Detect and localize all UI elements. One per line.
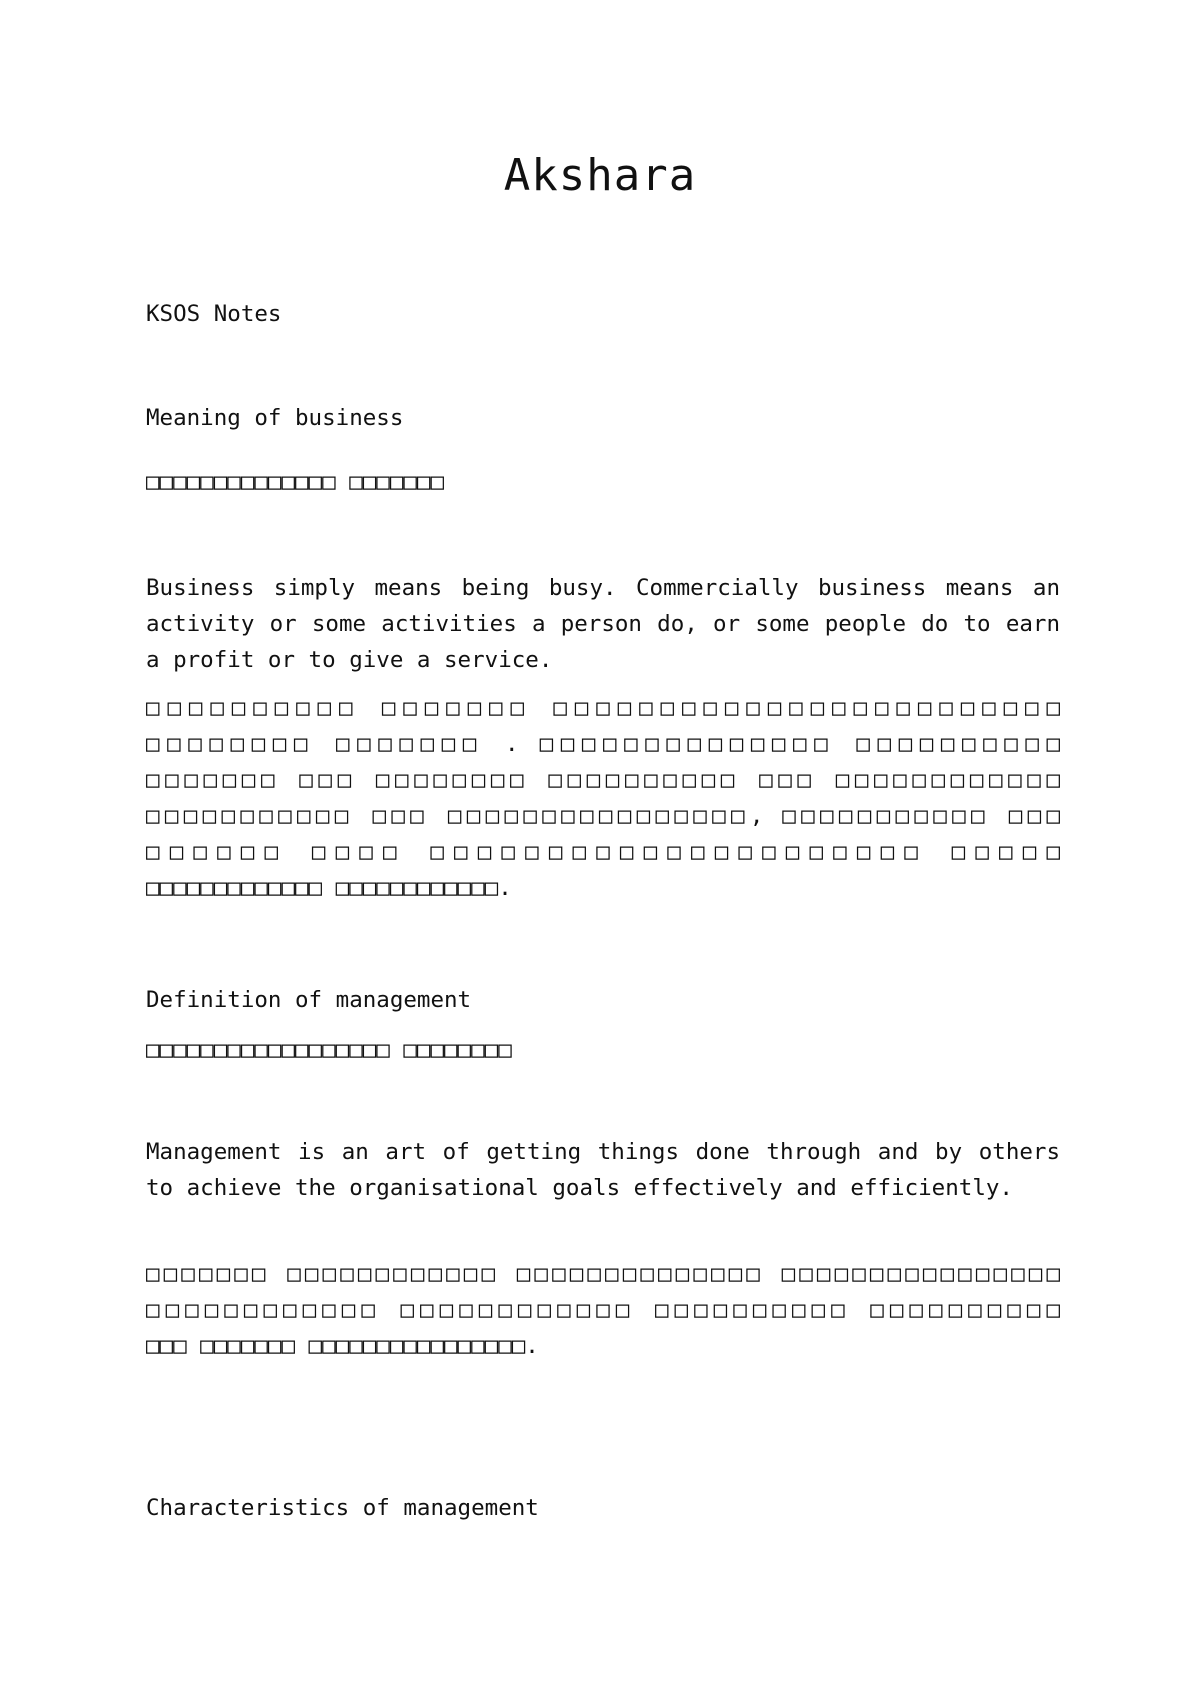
section-heading-meaning-of-business: Meaning of business (146, 405, 404, 431)
malayalam-line: □□□□□□□□□□□□□ □□□□□□□□□□□□. (146, 875, 512, 901)
section-heading-malayalam: □□□□□□□□□□□□□□ □□□□□□□ (146, 469, 445, 495)
malayalam-line: □□□□□□□ □□□□□□□□□□□□ □□□□□□□□□□□□□□ □□□□□□□□□□□□□□□□ (146, 1261, 1060, 1287)
malayalam-line: □□□□□□ □□□□ □□□□□□□□□□□□□□□□□□□□□ □□□□□ (146, 839, 1060, 865)
section-heading-definition-of-management: Definition of management (146, 987, 472, 1013)
paragraph-malayalam (146, 690, 1060, 906)
malayalam-line: □□□□□□□□□□ □□□□□□□ □□□□□□□□□□□□□□□□□□□□□□□□ (146, 695, 1060, 721)
malayalam-line: □□□□□□□ □□□ □□□□□□□□ □□□□□□□□□□ □□□ □□□□□□□□□□□□ (146, 767, 1060, 793)
paragraph-malayalam (146, 1256, 1060, 1364)
malayalam-line: □□□□□□□□□□□□ □□□□□□□□□□□□ □□□□□□□□□□ □□□□□□□□□□ (146, 1297, 1060, 1323)
malayalam-line: □□□ □□□□□□□ □□□□□□□□□□□□□□□□. (146, 1333, 539, 1359)
section-heading-malayalam: □□□□□□□□□□□□□□□□□□ □□□□□□□□ (146, 1037, 512, 1063)
document-title: Akshara (503, 150, 697, 201)
section-heading-characteristics-of-management: Characteristics of management (146, 1495, 539, 1521)
document-subtitle: KSOS Notes (146, 301, 282, 327)
malayalam-line: □□□□□□□□□□□ □□□ □□□□□□□□□□□□□□□□, □□□□□□□□□□□ □□□ (146, 803, 1060, 829)
paragraph-english: Business simply means being busy. Commercially business means an activity or some activities a person do, or some people do to earn a profit or to give a service. (146, 575, 1060, 673)
malayalam-line: □□□□□□□□ □□□□□□□ . □□□□□□□□□□□□□□ □□□□□□□□□□ (146, 731, 1060, 757)
paragraph-english: Management is an art of getting things done through and by others to achieve the organisational goals effectively and efficiently. (146, 1139, 1060, 1201)
